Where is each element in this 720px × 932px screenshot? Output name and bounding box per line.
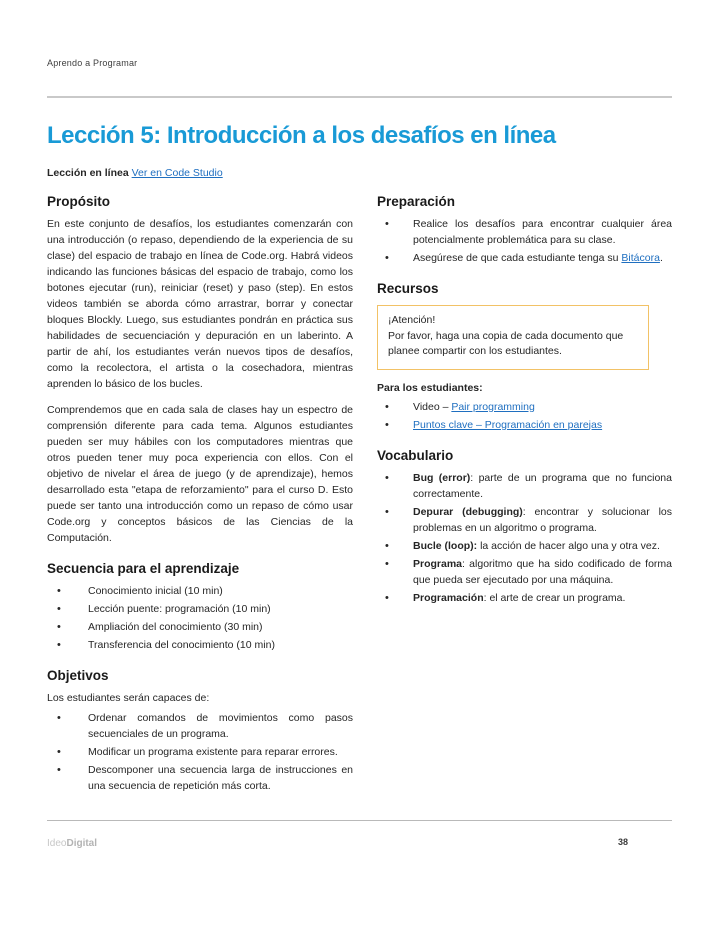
attention-box xyxy=(377,305,649,370)
vocab-item xyxy=(377,504,672,536)
page-number: 38 xyxy=(617,837,628,847)
list-item: • Transferencia del conocimiento (10 min) xyxy=(47,637,353,653)
list-item xyxy=(377,417,672,433)
attention-body: Por favor, haga una copia de cada documento que planee compartir con los estudiantes. xyxy=(388,329,624,357)
preparacion-list xyxy=(377,216,672,266)
vocab-item xyxy=(377,538,672,554)
objetivos-list xyxy=(47,710,353,794)
vocab-term: Programación xyxy=(413,591,484,604)
preparacion-item2-suffix: . xyxy=(659,252,663,264)
left-column xyxy=(47,181,353,800)
attention-title: ¡Atención! xyxy=(388,314,436,326)
vocab-definition: la acción de hacer algo una y otra vez. xyxy=(477,539,660,552)
vocab-definition: : algoritmo que ha sido codificado de forma que pueda ser ejecutado por una máquina. xyxy=(413,557,672,586)
list-item: • Realice los desafíos para encontrar cualquier área potencialmente problemática para su clase. xyxy=(377,216,672,248)
objetivos-intro: Los estudiantes serán capaces de: xyxy=(47,692,210,704)
vocab-definition: : encontrar y solucionar los problemas en un algoritmo o programa. xyxy=(413,505,672,534)
lesson-online-label: Lección en línea xyxy=(47,167,129,179)
document-footer xyxy=(47,820,672,847)
vocab-item xyxy=(377,470,672,502)
recursos-list xyxy=(377,399,672,433)
brand-bold: Digital xyxy=(66,838,98,849)
list-item xyxy=(377,399,672,415)
pair-programming-link[interactable]: Pair programming xyxy=(451,400,535,413)
students-label: Para los estudiantes: xyxy=(377,381,483,394)
proposito-paragraph-1: En este conjunto de desafíos, los estudiantes comenzarán con una introducción (o repaso, dependiendo de la experiencia de su clase) del espacio de trabajo en línea de Code.org. Habrá videos indicando las funciones básicas del espacio de trabajo, como los botones ejecutar (run), reiniciar (reset) y paso (step). En estos videos también se aborda cómo arrastrar, borrar y conectar bloques Blockly. Luego, sus estudiantes pondrán en práctica sus habilidades de secuenciación y depuración en un laberinto. A partir de ahí, los estudiantes verán nuevos tipos de desafíos, como la recolectora, el artista o la cosechadora, mientras aprenden lo básico de los bucles. xyxy=(47,218,353,390)
proposito-heading: Propósito xyxy=(47,194,110,209)
vocab-term: Programa xyxy=(413,557,463,570)
footer-row xyxy=(47,833,672,847)
ideodigital-logo xyxy=(47,838,97,849)
puntos-clave-link[interactable]: Puntos clave – Programación en parejas xyxy=(413,418,603,431)
list-item: • Modificar un programa existente para reparar errores. xyxy=(47,744,353,760)
vocab-item xyxy=(377,590,672,606)
list-item: • Lección puente: programación (10 min) xyxy=(47,601,353,617)
content-columns xyxy=(47,181,672,800)
brand-light: Ideo xyxy=(47,838,67,849)
page-title: Lección 5: Introducción a los desafíos en línea xyxy=(47,122,556,149)
list-item xyxy=(377,250,672,266)
code-studio-link[interactable]: Ver en Code Studio xyxy=(131,167,223,179)
list-item: • Conocimiento inicial (10 min) xyxy=(47,583,353,599)
right-column xyxy=(377,181,672,800)
vocab-definition: : parte de un programa que no funciona correctamente. xyxy=(413,471,672,500)
list-item: • Ordenar comandos de movimientos como pasos secuenciales de un programa. xyxy=(47,710,353,742)
header-divider xyxy=(47,96,672,98)
preparacion-item2-text: Asegúrese de que cada estudiante tenga su xyxy=(413,252,622,264)
vocab-term: Depurar (debugging) xyxy=(413,505,523,518)
bitacora-link[interactable]: Bitácora xyxy=(621,252,660,264)
objetivos-heading: Objetivos xyxy=(47,668,109,683)
footer-divider xyxy=(47,820,672,821)
lesson-online-line xyxy=(47,167,672,179)
vocabulario-list xyxy=(377,470,672,606)
vocabulario-heading: Vocabulario xyxy=(377,447,454,463)
list-item: • Ampliación del conocimiento (30 min) xyxy=(47,619,353,635)
vocab-term: Bug (error) xyxy=(413,471,471,484)
secuencia-heading: Secuencia para el aprendizaje xyxy=(47,561,240,576)
vocab-item xyxy=(377,556,672,588)
vocab-definition: : el arte de crear un programa. xyxy=(483,591,626,604)
list-item: • Descomponer una secuencia larga de instrucciones en una secuencia de repetición más corta. xyxy=(47,762,353,794)
preparacion-heading: Preparación xyxy=(377,194,456,209)
recursos-item1-text: Video – xyxy=(413,400,452,413)
recursos-heading: Recursos xyxy=(377,281,439,296)
vocab-term: Bucle (loop): xyxy=(413,539,478,552)
document-header-text: Aprendo a Programar xyxy=(47,58,138,68)
proposito-paragraph-2: Comprendemos que en cada sala de clases hay un espectro de comprensión diferente para cada tema. Algunos estudiantes pueden ser muy hábiles con los computadores mientras que otros pueden tener muy poca experiencia con ellos. Con el objetivo de nivelar el área de juego (y de aprendizaje), hemos desarrollado esta "etapa de reforzamiento" para el curso D. Esto puede ser tanto una introducción como un repaso de cómo usar Code.org y conceptos básicos de las Ciencias de la Computación. xyxy=(47,404,353,544)
secuencia-list xyxy=(47,583,353,653)
